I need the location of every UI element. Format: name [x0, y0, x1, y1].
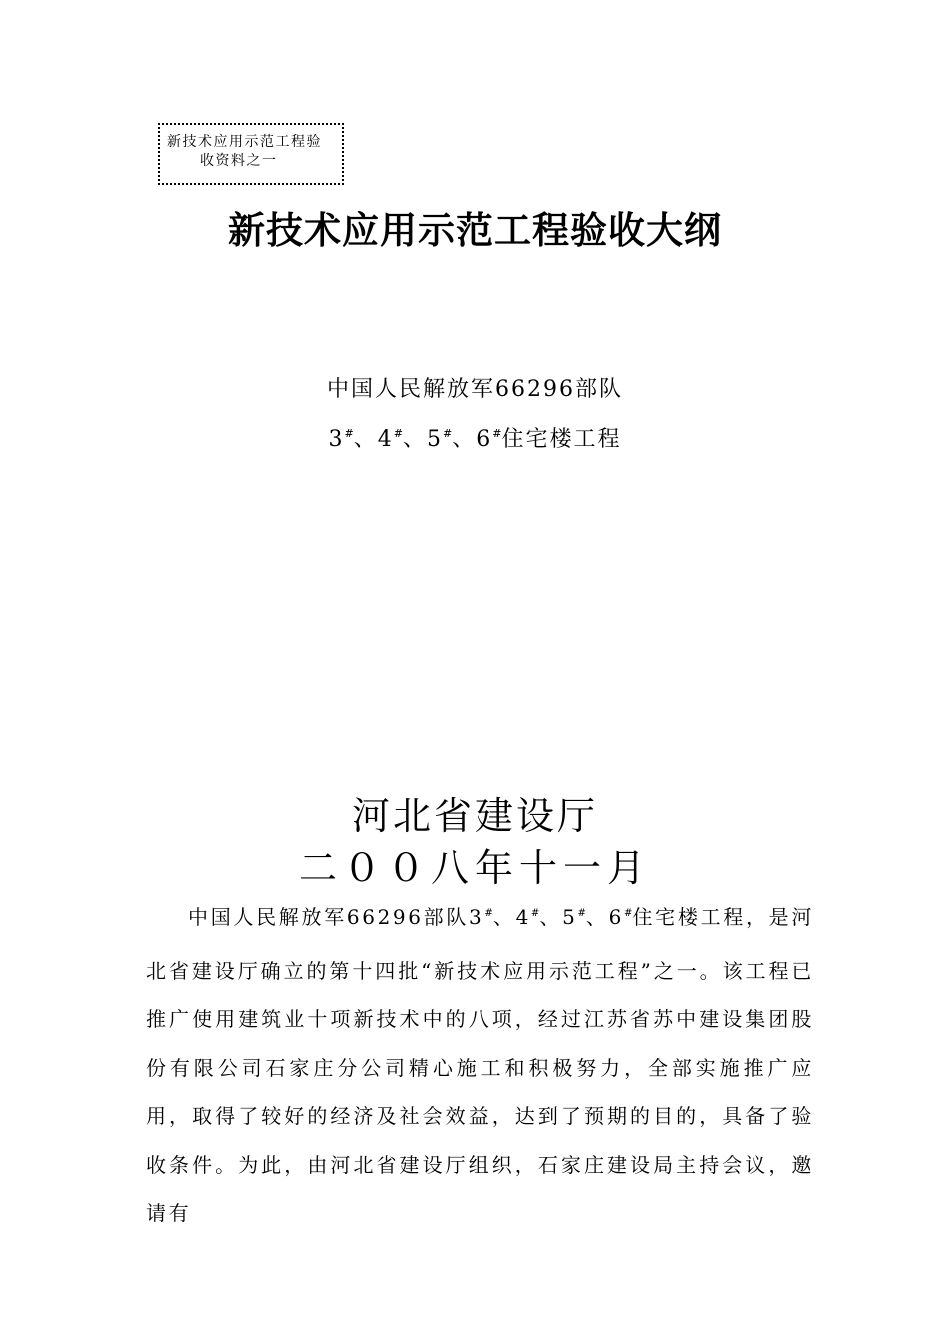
label-box-line-2: 收资料之一 — [200, 153, 278, 169]
number-sign: # — [492, 427, 502, 440]
body-separator: 、 — [539, 905, 563, 929]
body-number-sign: # — [577, 908, 586, 919]
document-title: 新技术应用示范工程验收大纲 — [228, 208, 722, 252]
project-name — [0, 420, 950, 463]
number-sign: # — [393, 427, 403, 440]
body-building-5: 5 — [562, 905, 578, 929]
number-sign: # — [443, 427, 453, 440]
body-rest: 住宅楼工程，是河北省建设厅确立的第十四批“新技术应用示范工程”之一。该工程已推广使用建筑业十项新技术中的八项，经过江苏省苏中建设集团股份有限公司石家庄分公司精心施工和积极努力，全部实施推广应用，取得了较好的经济及社会效益，达到了预期的目的，具备了验收条件。为此，由河北省建设厅组织，石家庄建设局主持会议，邀请有 — [146, 905, 814, 1225]
label-box-line-1: 新技术应用示范工程验 — [167, 134, 322, 150]
body-number-sign: # — [484, 908, 493, 919]
body-separator: 、 — [585, 905, 609, 929]
body-building-3: 3 — [469, 905, 485, 929]
body-building-4: 4 — [515, 905, 531, 929]
number-sign: # — [344, 427, 354, 440]
building-number-3: 3 — [328, 427, 345, 452]
issuing-authority: 河北省建设厅 — [351, 794, 598, 838]
body-building-6: 6 — [608, 905, 624, 929]
building-number-5: 5 — [427, 427, 443, 452]
separator: 、 — [353, 427, 378, 452]
body-start: 中国人民解放军66296部队 — [188, 905, 470, 929]
document-label-box — [158, 123, 344, 185]
project-name-tail: 住宅楼工程 — [501, 427, 622, 452]
body-paragraph — [146, 893, 814, 1238]
building-number-4: 4 — [377, 427, 394, 452]
separator: 、 — [452, 427, 477, 452]
issue-date: 二００八年十一月 — [298, 846, 651, 890]
body-separator: 、 — [492, 905, 516, 929]
body-number-sign: # — [623, 908, 633, 919]
body-number-sign: # — [530, 908, 540, 919]
building-number-6: 6 — [476, 427, 493, 452]
project-owner: 中国人民解放军66296部队 — [327, 377, 623, 402]
separator: 、 — [402, 427, 427, 452]
